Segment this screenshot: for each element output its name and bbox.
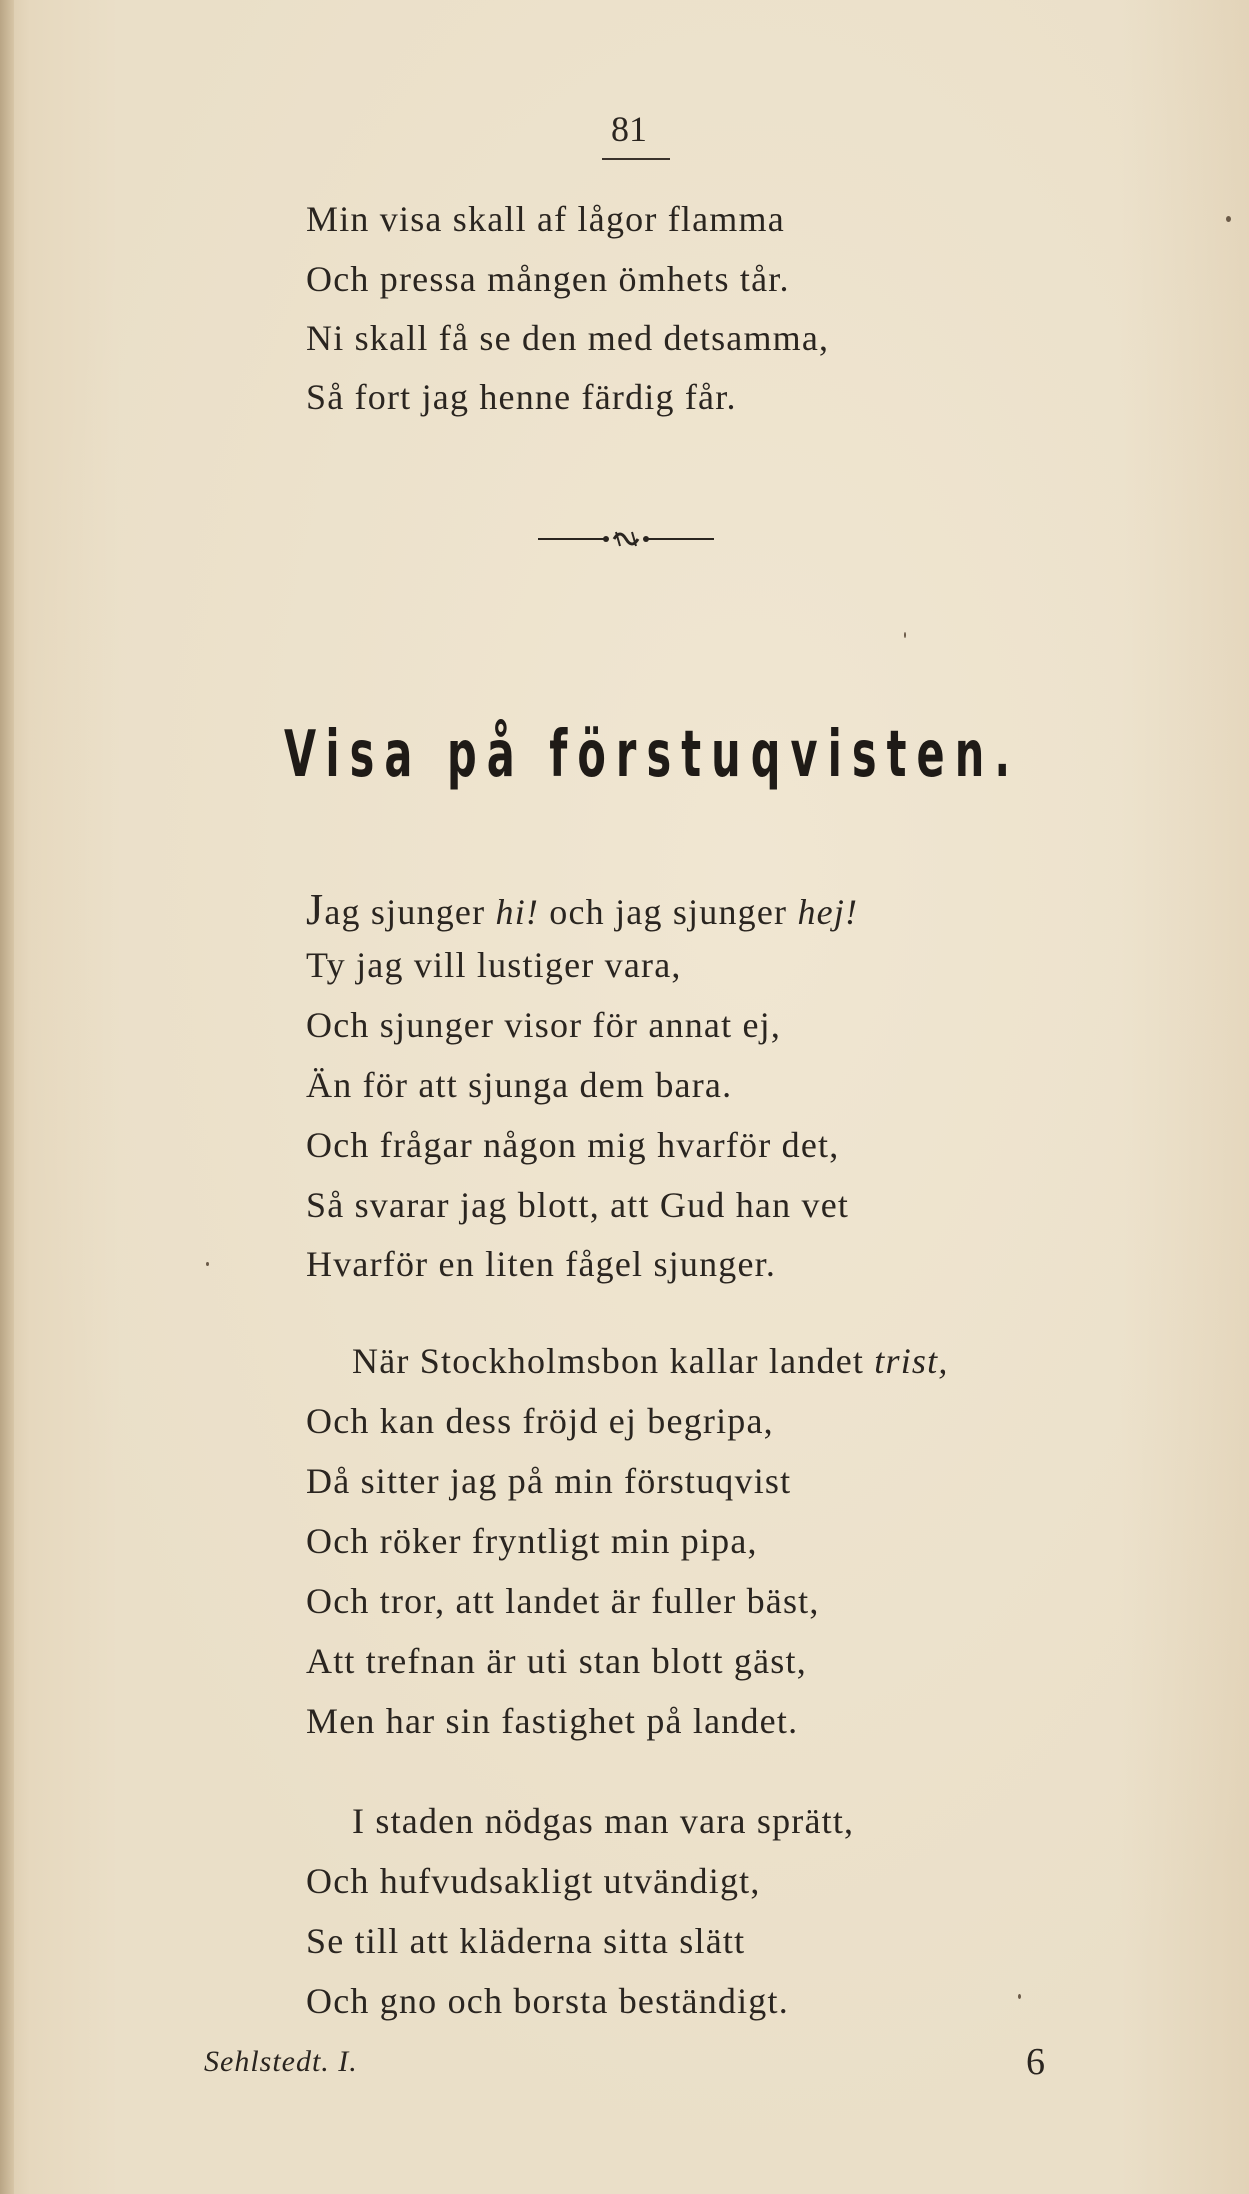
verse-line-first: I staden nödgas man vara sprätt, [352,1801,855,1841]
verse-line: Att trefnan är uti stan blott gäst, [306,1641,807,1681]
paper-speck [1226,216,1231,222]
verse-emphasis: hej! [797,892,859,932]
sheet-number: 6 [1026,2041,1045,2083]
verse-emphasis: hi! [495,892,540,932]
page-number: 81 [611,109,647,149]
verse-text: och jag sjunger [539,892,798,932]
verse-line: Och tror, att landet är fuller bäst, [306,1581,820,1621]
page-gutter [0,0,14,2194]
verse-line-first [306,884,858,935]
verse-line: Och hufvudsakligt utvändigt, [306,1861,761,1901]
verse-line: Ni skall få se den med detsamma, [306,318,830,358]
poem-title: Visa på förstuqvisten. [284,718,1021,792]
verse-line: Och pressa mången ömhets tår. [306,259,790,299]
verse-text: ag sjunger [324,892,496,932]
verse-line: Då sitter jag på min förstuqvist [306,1461,792,1501]
verse-emphasis: trist, [874,1341,949,1381]
verse-text: När Stockholmsbon kallar landet [352,1341,875,1381]
verse-line: Så svarar jag blott, att Gud han vet [306,1185,850,1225]
verse-line: Så fort jag henne färdig får. [306,377,737,417]
verse-line: Och frågar någon mig hvarför det, [306,1125,840,1165]
verse-line: Men har sin fastighet på landet. [306,1701,799,1741]
verse-line: Min visa skall af lågor flamma [306,199,785,239]
verse-line: Än för att sjunga dem bara. [306,1065,733,1105]
verse-line: Hvarför en liten fågel sjunger. [306,1244,777,1284]
verse-line: Och röker fryntligt min pipa, [306,1521,758,1561]
verse-line-first [352,1340,949,1382]
section-ornament [536,524,716,554]
verse-line: Ty jag vill lustiger vara, [306,945,682,985]
paper-speck [206,1262,209,1266]
verse-line: Och sjunger visor för annat ej, [306,1005,782,1045]
verse-line: Och gno och borsta beständigt. [306,1981,789,2021]
verse-line: Se till att kläderna sitta slätt [306,1921,746,1961]
paper-speck [904,632,906,638]
page-number-rule [602,158,670,160]
verse-line: Och kan dess fröjd ej begripa, [306,1401,774,1441]
paper-speck [1018,1994,1021,1999]
drop-cap: J [306,885,325,934]
signature-mark: Sehlstedt. I. [204,2045,358,2078]
